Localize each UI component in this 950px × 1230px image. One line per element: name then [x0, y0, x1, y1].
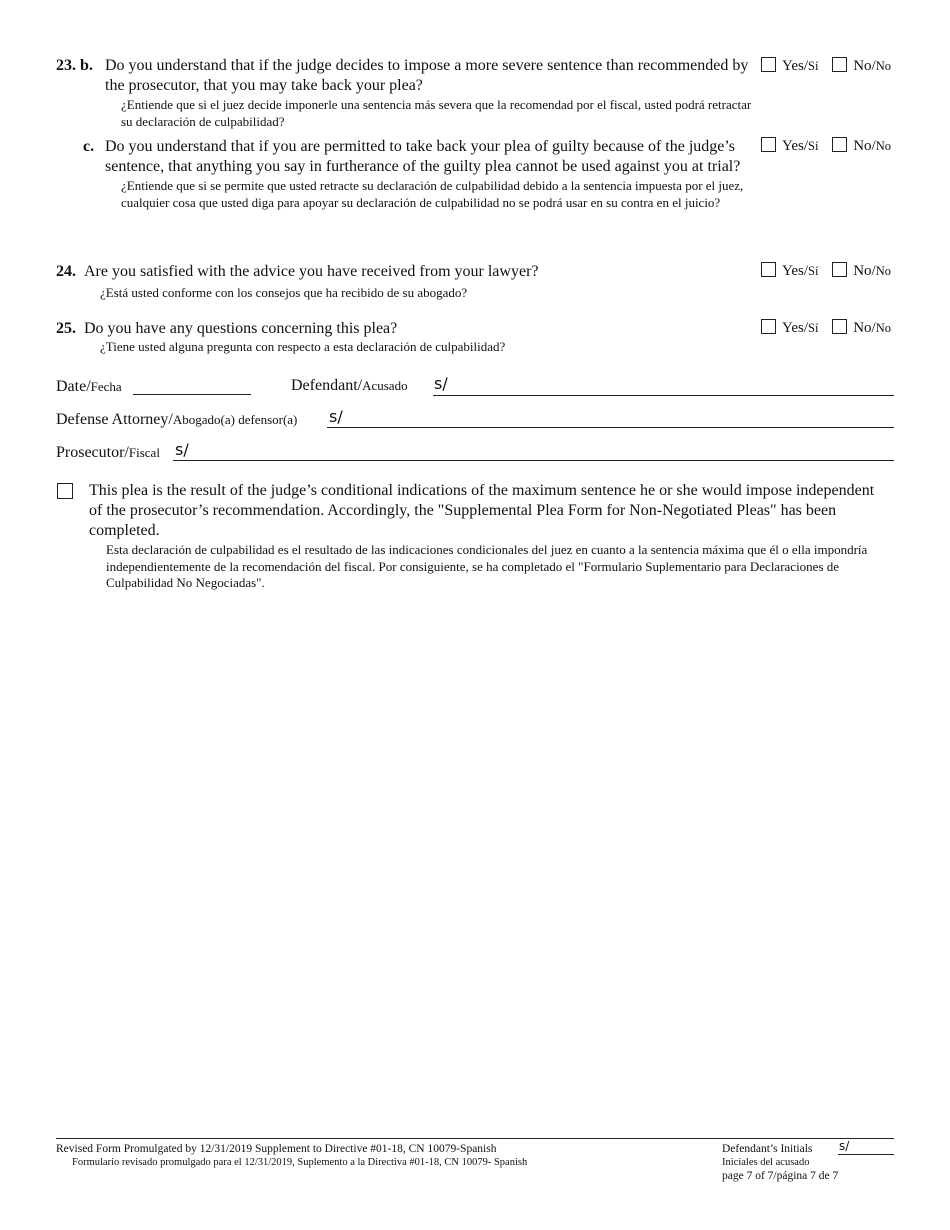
footer-revised-es: Formulario revisado promulgado para el 12/31/2019, Suplemento a la Directiva #01-18, CN 10079- Spanish — [72, 1157, 528, 1168]
no-checkbox[interactable] — [832, 137, 847, 152]
footer-rule — [56, 1138, 894, 1139]
page-number: page 7 of 7/página 7 de 7 — [722, 1170, 839, 1182]
question-number: 24. — [56, 263, 76, 280]
yes-checkbox[interactable] — [761, 262, 776, 277]
no-label-es: No — [875, 59, 891, 73]
no-label: No/ — [853, 138, 876, 154]
question-25 — [56, 319, 756, 356]
yes-label: Yes/ — [782, 138, 808, 154]
question-text-en: Are you satisfied with the advice you have received from your lawyer? — [84, 263, 539, 280]
yes-label-es: Sí — [808, 321, 819, 335]
no-checkbox[interactable] — [832, 57, 847, 72]
no-label-es: No — [875, 264, 891, 278]
defendant-initials-signature: s/ — [839, 1139, 850, 1153]
yes-checkbox[interactable] — [761, 137, 776, 152]
conditional-plea-text-en: This plea is the result of the judge’s conditional indications of the maximum sentence he or she would impose independent of the prosecutor’s recommendation. Accordingly, the "Supplemental Plea Form for Non-Negotiated Pleas" has been completed. — [89, 482, 875, 539]
yes-label-es: Sí — [808, 264, 819, 278]
conditional-plea-text-es: Esta declaración de culpabilidad es el resultado de las indicaciones condicionales del juez en cuanto a la sentencia máxima que él o ella impondría independientemente de la recomendación del fiscal. Por consiguiente, se ha completado el "Formulario Suplementario para Declaraciones de Culpabilidad No Negociadas". — [106, 542, 868, 590]
yes-no-24 — [761, 262, 891, 280]
defendant-signature-line[interactable] — [433, 395, 894, 396]
defendant-initials-label-es: Iniciales del acusado — [722, 1157, 810, 1168]
question-number: 25. — [56, 320, 76, 337]
question-23b — [56, 56, 756, 130]
prosecutor-label: Prosecutor/Fiscal — [56, 444, 160, 461]
yes-label-es: Sí — [808, 59, 819, 73]
no-label: No/ — [853, 320, 876, 336]
defendant-label: Defendant/Acusado — [291, 377, 408, 394]
question-text-es: ¿Tiene usted alguna pregunta con respecto a esta declaración de culpabilidad? — [100, 339, 506, 354]
defense-attorney-label: Defense Attorney/Abogado(a) defensor(a) — [56, 411, 298, 428]
date-label: Date/Fecha — [56, 378, 122, 395]
yes-label: Yes/ — [782, 320, 808, 336]
conditional-plea-checkbox[interactable] — [57, 483, 73, 499]
question-text-en: Do you have any questions concerning this plea? — [84, 320, 398, 337]
defendant-initials-label: Defendant’s Initials — [722, 1143, 813, 1155]
no-checkbox[interactable] — [832, 262, 847, 277]
yes-label: Yes/ — [782, 263, 808, 279]
no-label: No/ — [853, 263, 876, 279]
question-text-es: ¿Entiende que si se permite que usted retracte su declaración de culpabilidad debido a la sentencia impuesta por el juez, cualquier cosa que usted diga para apoyar su declaración de culpabilidad no se podrá usar en su contra en el juicio? — [121, 178, 744, 210]
conditional-plea-statement — [89, 481, 889, 592]
prosecutor-signature-line[interactable] — [173, 460, 894, 461]
question-number: 23. b. — [56, 57, 93, 74]
no-label: No/ — [853, 58, 876, 74]
question-text-es: ¿Está usted conforme con los consejos que ha recibido de su abogado? — [100, 285, 468, 300]
yes-no-25 — [761, 319, 891, 337]
question-24 — [56, 262, 756, 302]
yes-checkbox[interactable] — [761, 319, 776, 334]
defense-attorney-signature: s/ — [329, 407, 343, 426]
yes-no-23c — [761, 137, 891, 155]
yes-label-es: Sí — [808, 139, 819, 153]
question-text-es: ¿Entiende que si el juez decide imponerle una sentencia más severa que la recomendad por el fiscal, usted podrá retractar su declaración de culpabilidad? — [121, 97, 752, 129]
defendant-initials-line[interactable] — [838, 1154, 894, 1155]
no-label-es: No — [875, 139, 891, 153]
defendant-signature: s/ — [434, 374, 448, 393]
yes-no-23b — [761, 57, 891, 75]
date-field[interactable] — [133, 394, 251, 395]
no-label-es: No — [875, 321, 891, 335]
yes-label: Yes/ — [782, 58, 808, 74]
footer-revised-en: Revised Form Promulgated by 12/31/2019 Supplement to Directive #01-18, CN 10079-Spanish — [56, 1143, 497, 1155]
question-text-en: Do you understand that if the judge decides to impose a more severe sentence than recommended by the prosecutor, that you may take back your plea? — [105, 57, 749, 94]
question-text-en: Do you understand that if you are permitted to take back your plea of guilty because of the judge’s sentence, that anything you say in furtherance of the guilty plea cannot be used against you at trial? — [105, 138, 741, 175]
question-23c — [56, 137, 758, 211]
yes-checkbox[interactable] — [761, 57, 776, 72]
prosecutor-signature: s/ — [175, 440, 189, 459]
question-number: c. — [83, 138, 95, 155]
no-checkbox[interactable] — [832, 319, 847, 334]
defense-attorney-signature-line[interactable] — [327, 427, 894, 428]
